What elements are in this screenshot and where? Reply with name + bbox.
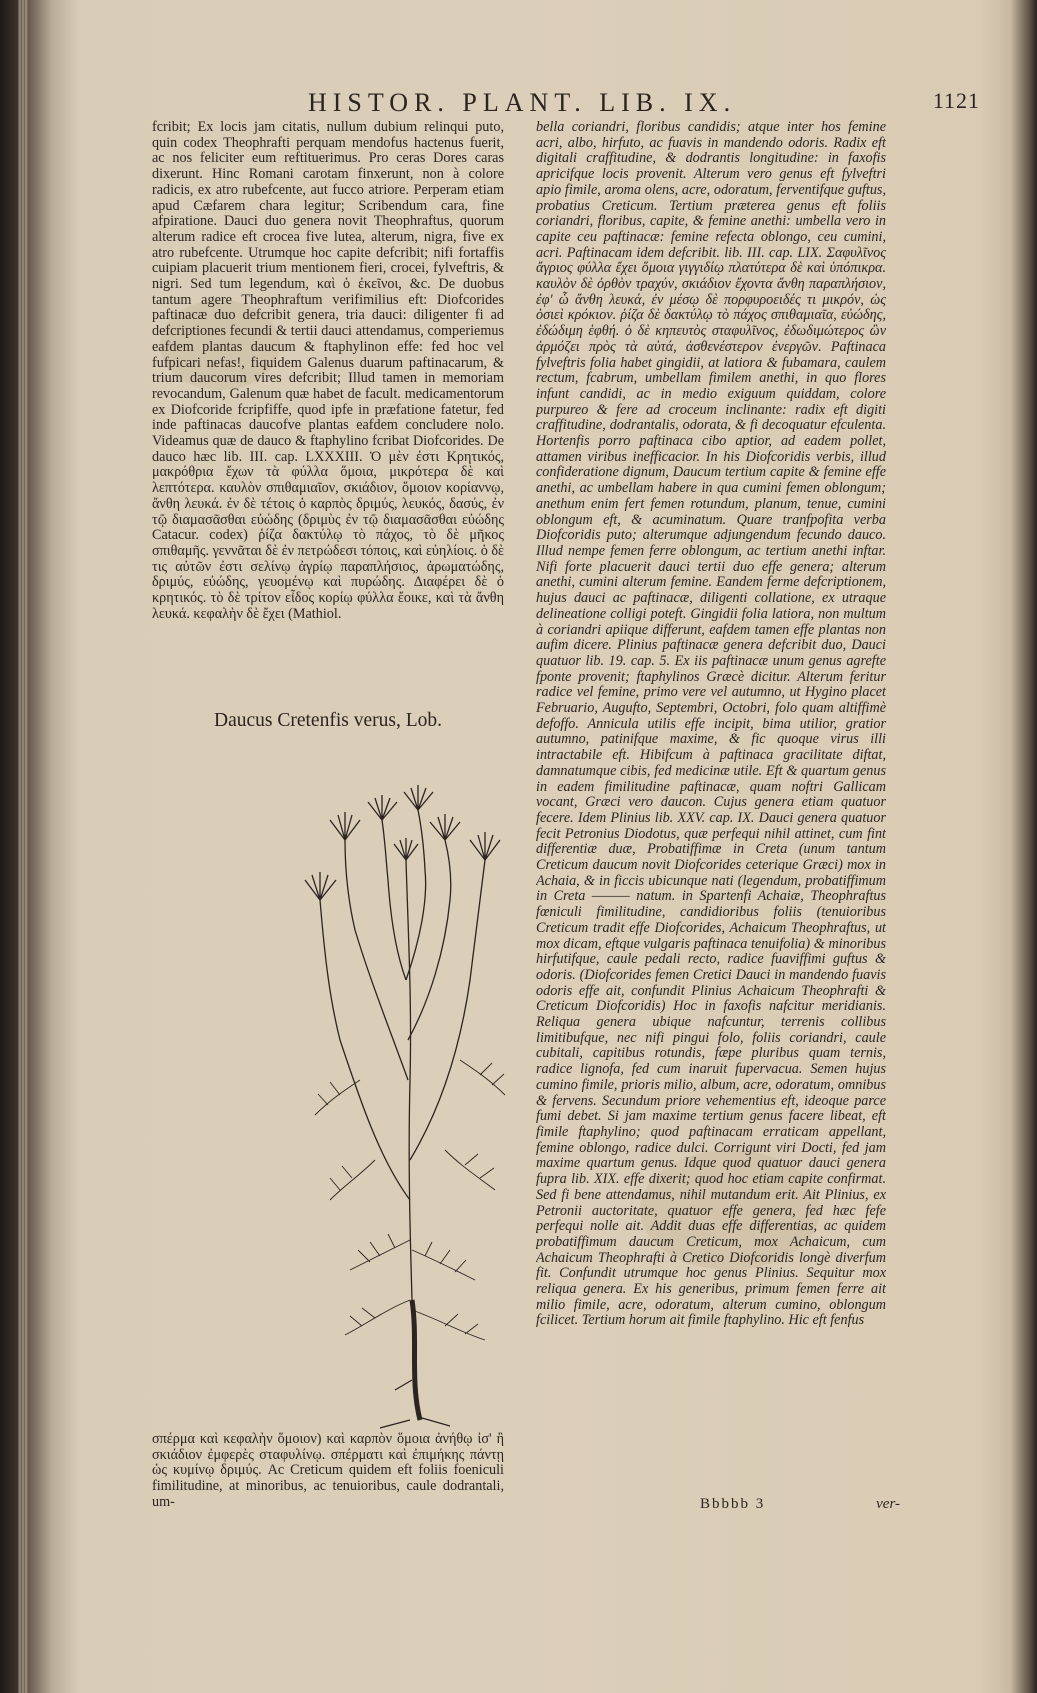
running-title: HISTOR. PLANT. LIB. IX. [308, 88, 737, 117]
daucus-plant-illustration [300, 780, 530, 1430]
catchword: ver- [876, 1496, 900, 1512]
page-number: 1121 [932, 88, 980, 113]
left-column-text [152, 120, 504, 730]
left-column-bottom-text [152, 1432, 504, 1510]
figure-caption: Daucus Cretenfis verus, Lob. [214, 710, 442, 731]
running-header [300, 88, 980, 118]
page-footer [700, 1496, 900, 1516]
page-edges [18, 0, 28, 1693]
signature-mark: Bbbbb 3 [700, 1496, 766, 1512]
umbel-flower-heads [305, 785, 500, 900]
right-column-paragraph: bella coriandri, floribus candidis; atque inter hos femine acri, albo, hirfuto, ac fuavis in mandendo odoris. Radix eft digitali craffitudine, & dodrantis longitudine: in faxofis apricifque locis provenit. Alterum vero genus eft fylveftri apio fimile, aroma olens, acre, odoratum, ferventifque guftus, probatius Creticum. Tertium præterea genus eft foliis coriandri, floribus, capite, & femine anethi: umbella vero in capite ceu paftinacæ: femine refecta oblongo, ceu cumini, acri. Paftinacam idem defcribit. lib. III. cap. LIX. Σαφυλῖνος ἄγριος φύλλα ἔχει ὅμοια γιγγιδίῳ πλατύτερα δὲ καὶ ὑπόπικρα. καυλὸν δὲ ὀρθὸν τραχύν, σκιάδιον ἔχοντα ἄνθη παραπλήσιον, ἐφ' ὧ ἄνθη λευκά, ἐν μέσῳ δὲ πορφυροειδές τι μικρόν, ὡς ὁσιεὶ κρόκιον. ῥίζα δὲ δακτύλῳ τὸ πάχος σπιθαμιαῖα, εὐώδης, ἐδώδιμη ἑφθή. ὁ δὲ κηπευτὸς σταφυλῖνος, ἐδωδιμώτερος ὢν ἀρμόζει πρὸς τὰ αὐτά, ἀσθενέστερον ἐνεργῶν. Paftinaca fylveftris folia habet gingidii, at latiora & fubamara, caulem rectum, fcabrum, umbellam fimilem anethi, in quo flores infunt candidi, ac in medio exiguum quiddam, colore purpureo & fere ad croceum inclinante: radix eft digiti craffitudine, dodrantalis, odorata, & fi decoquatur efculenta. Hortenfis porro paftinaca cibo aptior, ad eadem pollet, attamen viribus inefficacior. In his Diofcoridis verbis, illud confideratione dignum, Daucum tertium capite & femine effe anethi, ac umbellam habere in qua cumini femen oblongum; anethum enim fert femen rotundum, planum, tenue, cumini oblongum eft, & acuminatum. Quare tranfpofita verba Diofcoridis puto; alterumque adjungendum fecundo dauco. Illud nempe femen ferre oblongum, ac tertium anethi inftar. Nifi forte placuerit dauci tertii duo effe genera; alterum anethi, cumini alterum femine. Eandem ferme defcriptionem, hujus dauci ac paftinacæ, diligenti collatione, ex utraque delineatione colligi poteft. Gingidii folia latiora, non multum à coriandri apiique differunt, eafdem tamen effe plantas non aufim dicere. Plinius paftinacæ genera defcribit duo, Dauci quatuor lib. 19. cap. 5. Ex iis paftinacæ unum genus agrefte fponte provenit; ftaphylinos Græcè dicitur. Alterum feritur radice vel femine, primo vere vel autumno, ut Hygino placet Februario, Augufto, Septembri, Octobri, folo quam altiffimè defoffo. Annicula utilis effe incipit, bima utilior, gratior autumno, patinifque maxime, & fic quoque virus illi intractabile eft. Hibifcum à paftinaca gracilitate diftat, damnatumque cibis, fed medicinæ utile. Eft & quartum genus in eadem fimilitudine paftinacæ, quam noftri Gallicam vocant, Græci vero daucon. Cujus genera etiam quatuor fecere. Idem Plinius lib. XXV. cap. IX. Dauci genera quatuor fecit Petronius Diodotus, quæ perfequi nihil attinet, cum fint differentiæ duæ, Probatiffimæ in Creta (unum tantum Creticum daucum novit Diofcorides ceterique Græci) mox in Achaia, & in ficcis ubicunque nati (legendum, probatiffimum in Creta ——— natum. in Spartenfi Achaiæ, Theophraftus fœniculi fimilitudine, candidioribus foliis (tenuioribus Creticum tradit effe Diofcorides, Achaicum Theophraftus, ut mox dicam, eftque vulgaris paftinaca tenuifolia) & minoribus hirfutifque, caule pedali recto, radice fuaviffimi guftus & odoris. (Diofcorides femen Cretici Dauci in mandendo fuavis odoris effe ait, confundit Plinius Achaicum Theophrafti & Creticum Diofcoridis) Hoc in faxofis nafcitur meridianis. Reliqua genera ubique nafcuntur, terrenis collibus limitibufque, nec nifi pingui folo, foliis coriandri, caule cubitali, capitibus rotundis, fæpe pluribus quam ternis, radice lignofa, fed cum inaruit fupervacua. Semen hujus cumino fimile, prioris milio, album, acre, odoratum, omnibus & fervens. Secundum priore vehementius eft, ideoque parce fumi debet. Si jam maxime tertium genus facere libeat, eft fimile ftaphylino; quod paftinacam erraticam appellant, femine oblongo, radice dulci. Corrigunt viri Docti, fed jam maxime quartum genus. Idque quod quatuor dauci genera fupra lib. XIX. effe dixerit; quod hoc etiam capite confirmat. Sed fi bene attendamus, nihil mutandum erit. Ait Plinius, ex Petronii auctoritate, quatuor effe genera, fed hæc fefe perfequi nolle ait. Addit duas effe differentias, ac quidem probatiffimum daucum Creticum, mox Achaicum, cum Achaicum Theophrafti à Cretico Diofcoridis longè diverfum fit. Confundit utrumque hoc genus Plinius. Sequitur mox reliqua genera. Ex his generibus, primum femen ferre ait milio fimile, acre, odoratum, alterum cumino, oblongum fcilicet. Tertium horum ait fimile ftaphylino. Hic eft fenfus [536, 120, 886, 1329]
left-column-paragraph: fcribit; Ex locis jam citatis, nullum dubium relinqui puto, quin codex Theophrafti perquam mendofus hactenus fuerit, ac nos feliciter eum reftituerimus. Pro ceras Dores caras dixerunt. Hinc Romani carotam finxerunt, non à colore radicis, ex atro rubefcente, aut fucco atriore. Perperam etiam apud Cæfarem chara legitur; Scribendum cara, fine afpiratione. Dauci duo genera novit Theophraftus, quorum alterum radice eft crocea five lutea, alterum, nigra, five ex atro rubefcente. Utrumque hoc capite defcribit; nifi fortaffis cuipiam placuerit trium mentionem fieri, crocei, fylveftris, & nigri. Sed tum legendum, καὶ ὁ ἐκεῖνοι, &c. De duobus tantum agere Theophraftum verifimilius eft: Diofcorides paftinacæ duo defcribit genera, tria dauci: diligenter fi ad defcriptiones fecundi & tertii dauci attendamus, comperiemus eafdem plantas daucum & ftaphylinon effe: fed hoc vel fufpicari nefas!, fiquidem Galenus duarum paftinacarum, & trium daucorum vires defcribit; Illud tamen in memoriam revocandum, Galenum quæ habet de facult. medicamentorum ex Diofcoride fcripfiffe, quod ipfe in præfatione fatetur, fed inde paftinacas daucofve plantas eafdem concludere nolo. Videamus quæ de dauco & ftaphylino fcribat Diofcorides. De dauco hæc lib. III. cap. LXXXIII. Ὁ μὲν ἐστι Κρητικός, μακρόθρια ἔχων τὰ φύλλα ὅμοια, μικρότερα δὲ καὶ λεπτότερα. καυλὸν σπιθαμιαῖον, σκιάδιον, ὅμοιον κορίαννῳ, ἄνθη λευκά. ἐν δὲ τέτοις ὁ καρπὸς δριμύς, λευκός, δασύς, ἐν τῷ διαμασᾶσθαι εὐώδης (δριμὺς ἐν τῷ διαμασᾶσθαι εὐώδης Catacur. codex) ῥίζα δακτύλῳ τὸ πάχος, τὸ δὲ μῆκος σπιθαμῆς. γεννᾶται δὲ ἐν πετρώδεσι τόποις, καὶ εὐηλίοις. ὁ δὲ τις αὐτῶν ἐστι σελίνῳ ἀγρίῳ παραπλήσιος, ἀρωματώδης, δριμύς, εὐώδης, γευομένῳ καὶ πυρώδης. Διαφέρει δὲ ὁ κρητικός. τὸ δὲ τρίτον εἶδος κορίῳ φύλλα ἔοικε, καὶ τὰ ἄνθη λευκά. κεφαλὴν δὲ ἔχει (Mathiol. [152, 120, 504, 622]
right-column-text [536, 120, 886, 1515]
left-bottom-paragraph: σπέρμα καὶ κεφαλὴν ὅμοιον) καὶ καρπὸν ὅμοια ἀνήθῳ ἰσ' ἢ σκιάδιον ἐμφερὲς σταφυλίνῳ. σπέρματι καὶ ἐπιμήκης πάντῃ ὡς κυμίνῳ δριμύς. Ac Creticum quidem eft foliis foeniculi fimilitudine, at minoribus, ac tenuioribus, caule dodrantali, um- [152, 1432, 504, 1510]
